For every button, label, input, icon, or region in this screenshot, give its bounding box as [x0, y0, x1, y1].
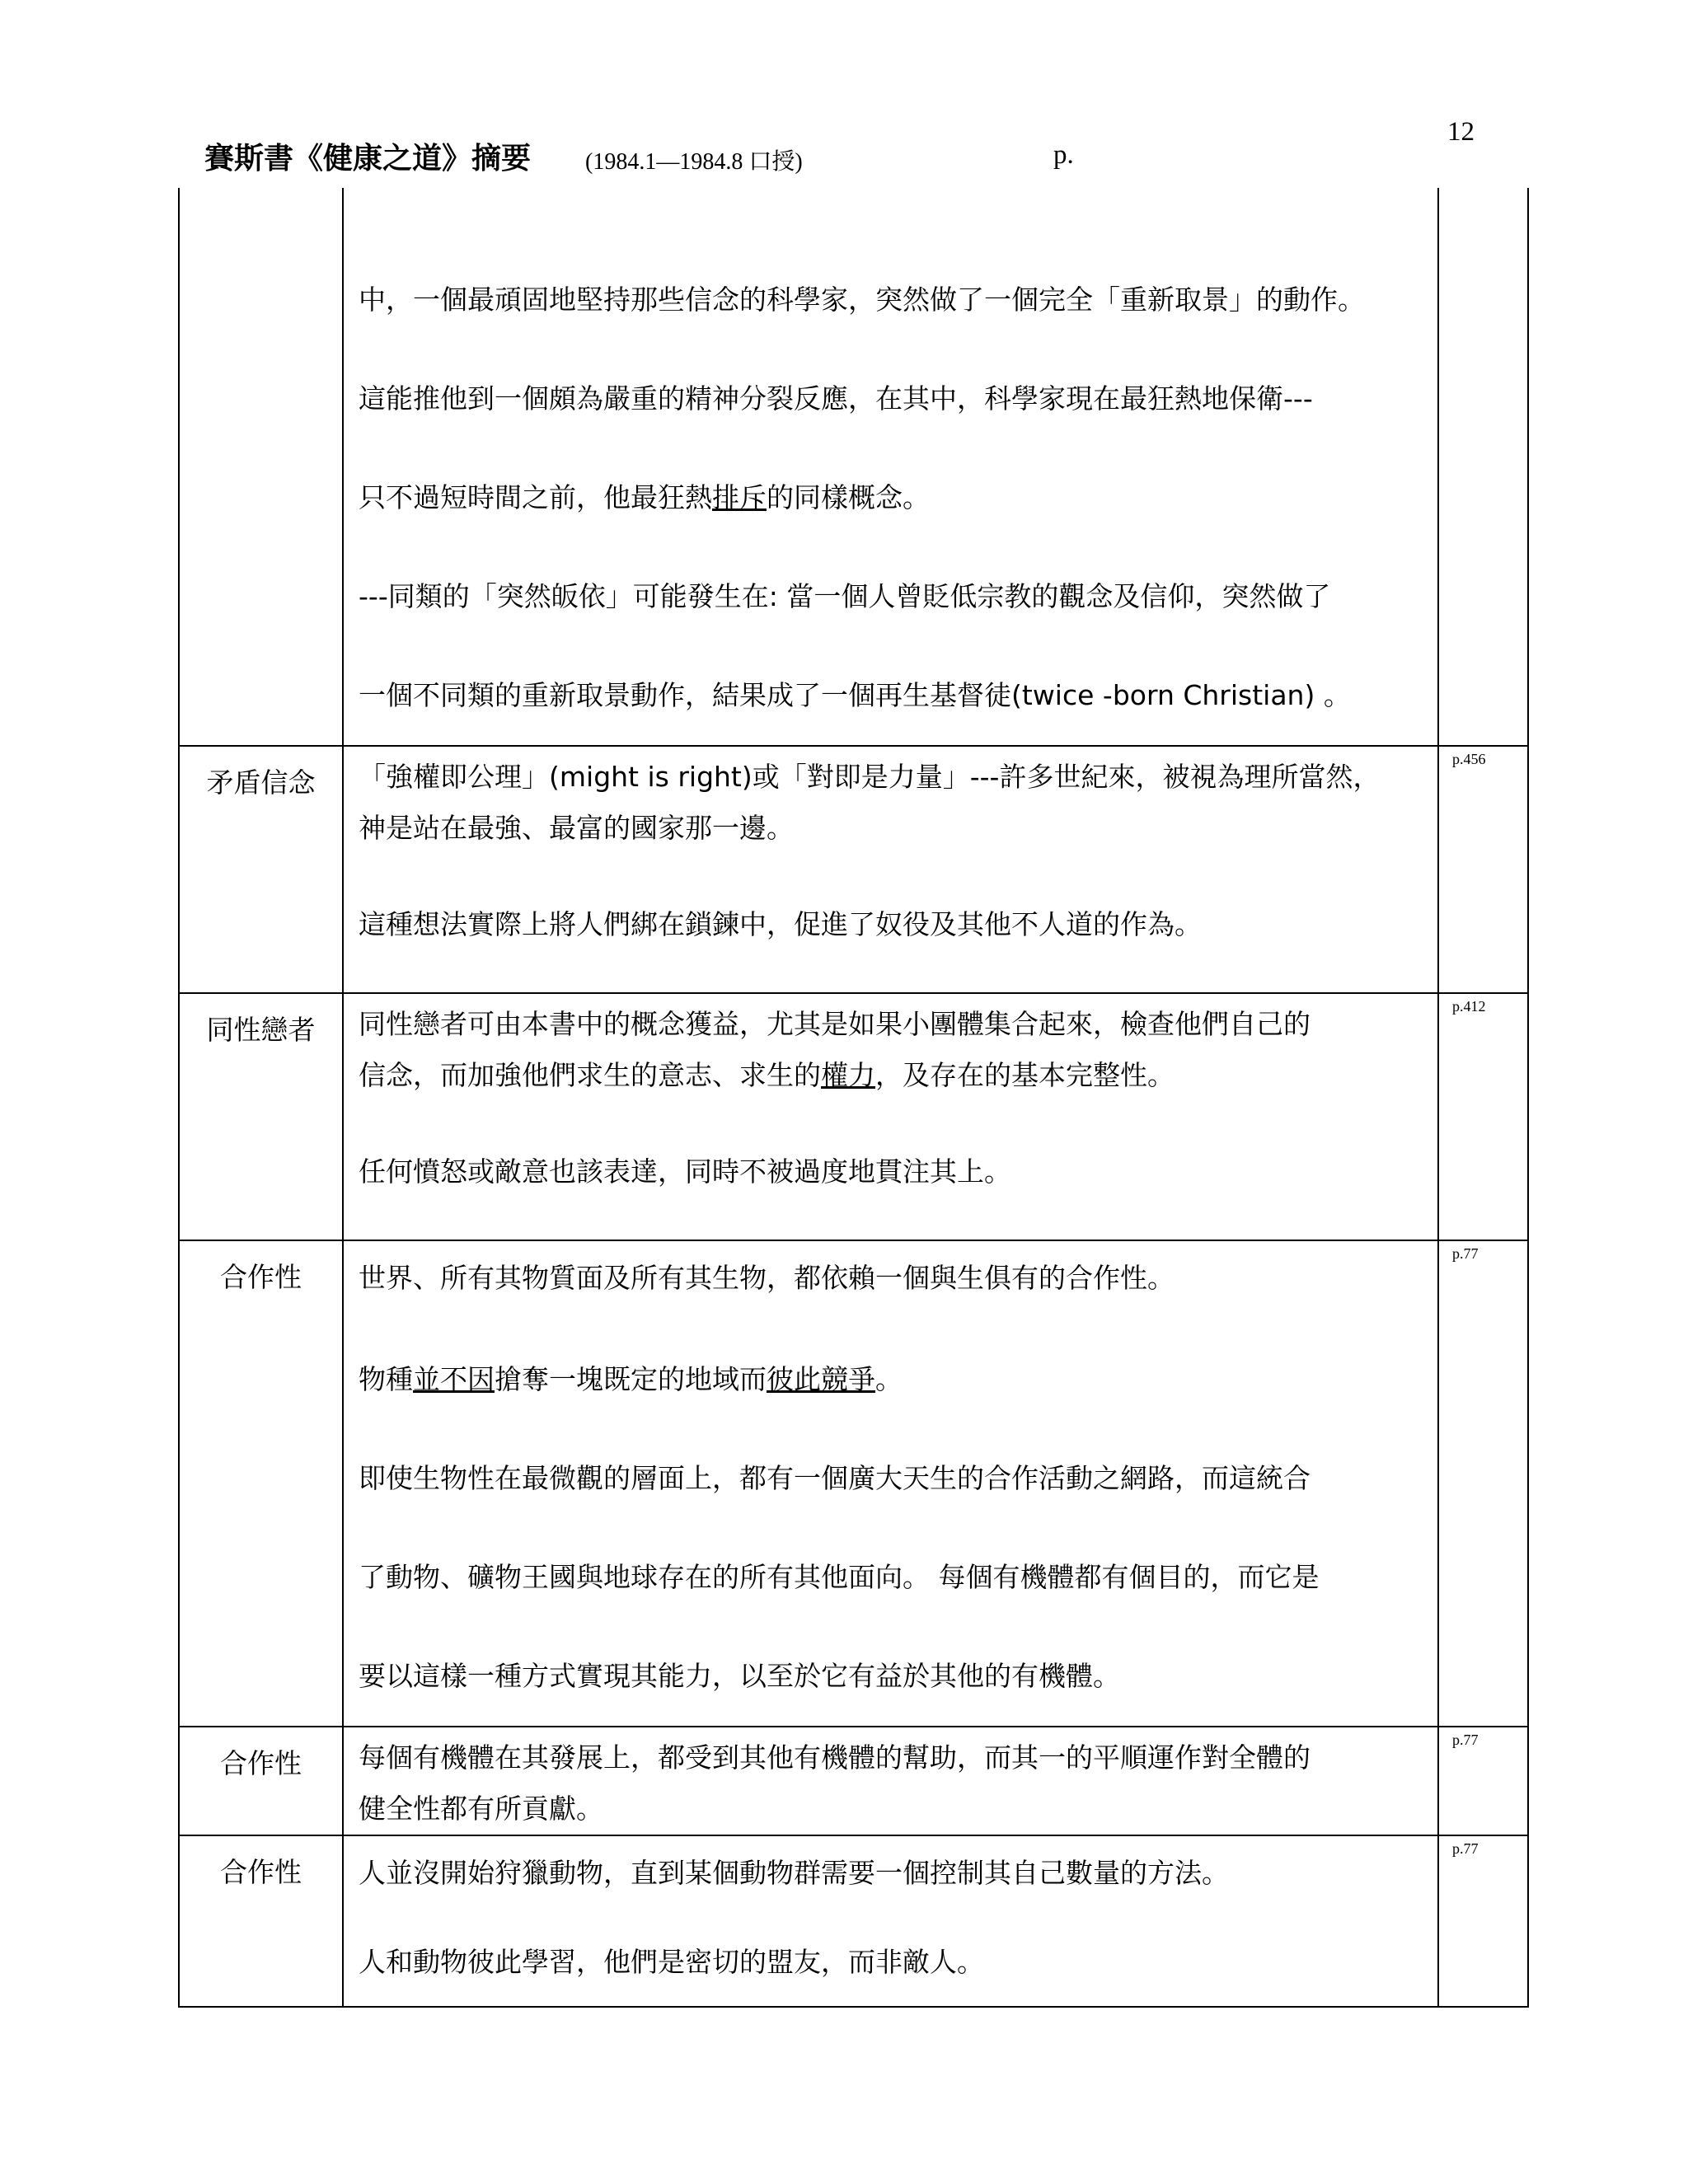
page-reference: p.77 [1438, 1727, 1528, 1835]
content-line: 了動物、礦物王國與地球存在的所有其他面向。 每個有機體都有個目的，而它是 [359, 1561, 1320, 1593]
dictation-dates: (1984.1—1984.8 口授) [585, 149, 803, 175]
table-row [179, 1727, 1528, 1835]
content-line: 這種想法實際上將人們綁在鎖鍊中，促進了奴役及其他不人道的作為。 [359, 908, 1202, 940]
content-line: 同性戀者可由本書中的概念獲益，尤其是如果小團體集合起來，檢查他們自己的 [359, 1008, 1311, 1040]
content-line: 人並沒開始狩獵動物，直到某個動物群需要一個控制其自己數量的方法。 [359, 1857, 1229, 1889]
content-cell [343, 746, 1438, 993]
content-line: 任何憤怒或敵意也該表達，同時不被過度地貫注其上。 [359, 1155, 1011, 1188]
table-row [179, 1240, 1528, 1727]
page-reference: p.456 [1438, 746, 1528, 993]
content-line: 這能推他到一個頗為嚴重的精神分裂反應，在其中，科學家現在最狂熱地保衛--- [359, 382, 1313, 415]
content-line: 每個有機體在其發展上，都受到其他有機體的幫助，而其一的平順運作對全體的 [359, 1741, 1311, 1774]
content-line: 信念，而加強他們求生的意志、求生的權力，及存在的基本完整性。 [359, 1059, 1175, 1091]
table-row [179, 993, 1528, 1240]
topic-cell: 合作性 [179, 1727, 343, 1835]
content-cell [343, 1835, 1438, 2007]
topic-cell: 同性戀者 [179, 993, 343, 1240]
content-cell [343, 1727, 1438, 1835]
underlined-text: 彼此競爭 [767, 1363, 875, 1395]
content-line: 物種並不因搶奪一塊既定的地域而彼此競爭。 [359, 1363, 903, 1395]
summary-table [178, 188, 1529, 2008]
content-cell [343, 188, 1438, 746]
page-reference: p.77 [1438, 1835, 1528, 2007]
content-line: 世界、所有其物質面及所有其生物，都依賴一個與生俱有的合作性。 [359, 1262, 1175, 1294]
underlined-text: 排斥 [712, 481, 767, 513]
content-line: 即使生物性在最微觀的層面上，都有一個廣大天生的合作活動之網路，而這統合 [359, 1462, 1311, 1494]
content-line: 中，一個最頑固地堅持那些信念的科學家，突然做了一個完全「重新取景」的動作。 [359, 284, 1365, 316]
page-reference: p.77 [1438, 1240, 1528, 1727]
content-line: 只不過短時間之前，他最狂熱排斥的同樣概念。 [359, 481, 930, 513]
topic-cell: 矛盾信念 [179, 746, 343, 993]
underlined-text: 並不因 [413, 1363, 495, 1395]
content-line: 「強權即公理」(might is right)或「對即是力量」---許多世紀來，被視為理所當然， [359, 761, 1381, 793]
content-cell [343, 1240, 1438, 1727]
content-line: 要以這樣一種方式實現其能力，以至於它有益於其他的有機體。 [359, 1660, 1120, 1692]
document-title: 賽斯書《健康之道》摘要 [204, 142, 532, 176]
page-reference: p.412 [1438, 993, 1528, 1240]
table-row [179, 188, 1528, 746]
page-reference [1438, 188, 1528, 746]
topic-cell [179, 188, 343, 746]
table-row [179, 746, 1528, 993]
topic-cell: 合作性 [179, 1835, 343, 2007]
content-line: 人和動物彼此學習，他們是密切的盟友，而非敵人。 [359, 1946, 984, 1978]
content-line: 健全性都有所貢獻。 [359, 1793, 603, 1825]
page-label: p. [1053, 140, 1074, 170]
content-line: 一個不同類的重新取景動作，結果成了一個再生基督徒(twice -born Christian) 。 [359, 679, 1351, 711]
page-header [204, 134, 1523, 176]
topic-cell: 合作性 [179, 1240, 343, 1727]
content-line: 神是站在最強、最富的國家那一邊。 [359, 812, 794, 844]
page-number: 12 [1447, 117, 1475, 147]
content-line: ---同類的「突然皈依」可能發生在: 當一個人曾貶低宗教的觀念及信仰，突然做了 [359, 580, 1331, 612]
content-cell [343, 993, 1438, 1240]
underlined-text: 權力 [821, 1059, 875, 1091]
table-row [179, 1835, 1528, 2007]
